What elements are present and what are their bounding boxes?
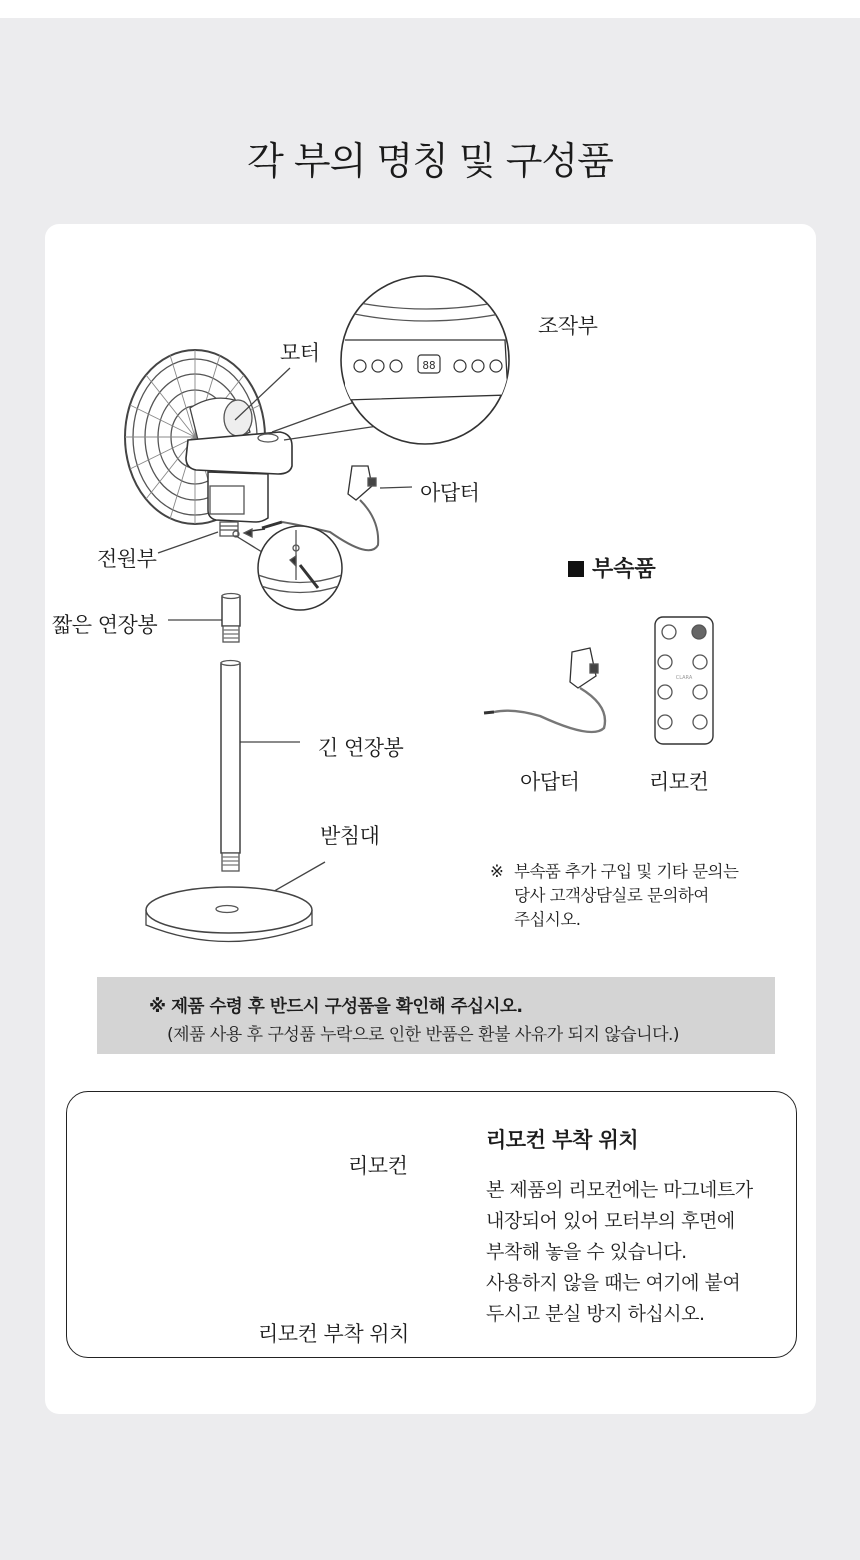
label-long-pole: 긴 연장봉	[318, 736, 404, 760]
label-control-panel: 조작부	[538, 314, 598, 338]
label-stand: 받침대	[320, 824, 380, 848]
label-short-pole: 짧은 연장봉	[52, 613, 158, 637]
banner-line-2: (제품 사용 후 구성품 누락으로 인한 반품은 환불 사유가 되지 않습니다.)	[167, 1025, 680, 1045]
check-components-banner	[97, 977, 775, 1054]
stand-base-illustration	[146, 887, 312, 942]
remote-mount-title: 리모컨 부착 위치	[486, 1128, 639, 1152]
label-motor: 모터	[280, 341, 320, 365]
label-power: 전원부	[97, 547, 157, 571]
accessory-adapter-illustration	[484, 648, 605, 732]
remote-brand-text: CLARA	[675, 675, 693, 681]
accessory-note: ※ 부속품 추가 구입 및 기타 문의는 당사 고객상담실로 문의하여 주십시오.	[490, 862, 739, 929]
long-pole-illustration	[221, 661, 240, 872]
label-mount-remote: 리모컨	[348, 1154, 408, 1178]
accessories-title: 부속품	[568, 552, 656, 583]
label-adapter: 아답터	[420, 481, 480, 505]
page-title: 각 부의 명칭 및 구성품	[247, 139, 613, 183]
short-pole-illustration	[222, 594, 240, 643]
fan-head-illustration	[125, 350, 292, 537]
label-mount-position: 리모컨 부착 위치	[258, 1322, 409, 1346]
remote-mount-description: 본 제품의 리모컨에는 마그네트가 내장되어 있어 모터부의 후면에 부착해 놓을 수 있습니다. 사용하지 않을 때는 여기에 붙여 두시고 분실 방지 하십시오.	[486, 1179, 753, 1325]
note-mark: ※	[490, 862, 504, 881]
control-panel-display: 88	[422, 359, 436, 372]
banner-line-1: ※ 제품 수령 후 반드시 구성품을 확인해 주십시오.	[149, 997, 523, 1017]
label-accessory-remote: 리모컨	[649, 770, 709, 794]
label-accessory-adapter: 아답터	[520, 770, 580, 794]
square-bullet-icon	[568, 561, 584, 577]
